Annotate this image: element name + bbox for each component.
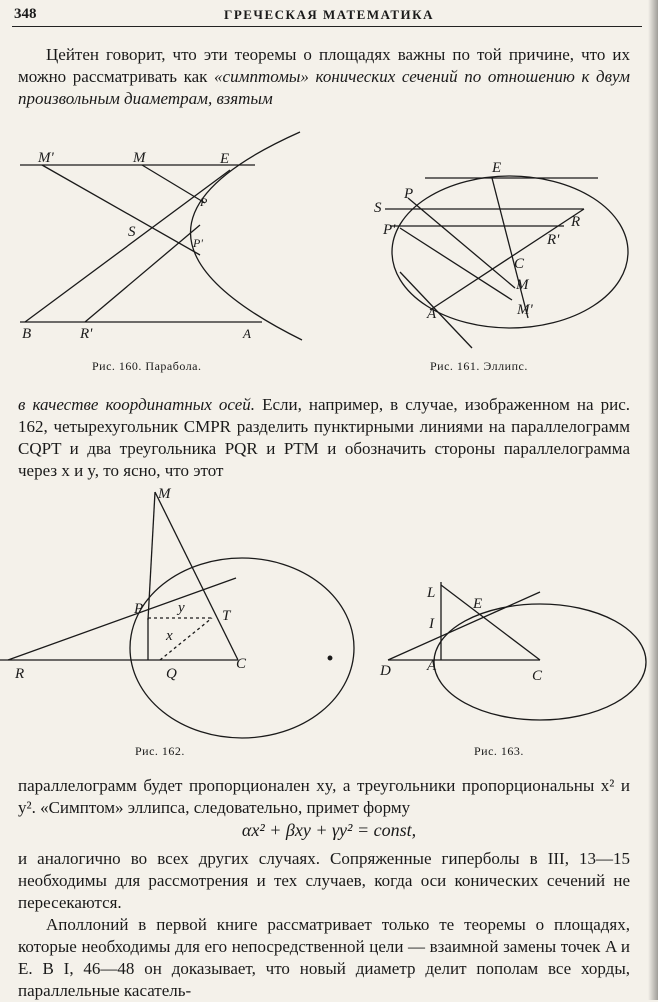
formula: αx² + βxy + γy² = const,: [241, 820, 417, 840]
paragraph-3: параллелограмм будет пропорционален xy, а треугольники пропорциональны x² и y². «Симптом» эллипса, следовательно, примет форму: [18, 776, 630, 817]
fig160-label-p: P: [200, 195, 208, 209]
paragraph-2: [18, 394, 630, 482]
figure-160-labels: [22, 150, 251, 342]
line-a-r: [430, 209, 584, 310]
fig162-ellipse: [130, 558, 354, 738]
fig163-label-e: E: [473, 596, 483, 612]
paragraph-5: Аполлоний в первой книге рассматривает только те теоремы о площадях, которые необходимы для его непосредственной цели — взаимной замены точек A и E. В I, 46—48 он доказывает, что новый диаметр делит пополам все хорды, параллельные касатель-: [18, 915, 630, 1000]
line-r1-p: [85, 225, 200, 322]
page-number: 348: [14, 6, 37, 22]
fig160-label-e: E: [220, 151, 230, 167]
fig161-label-r: R: [571, 214, 581, 230]
fig160-label-p1: P': [193, 236, 203, 250]
fig162-label-p: P: [134, 601, 144, 617]
fig160-label-r1: R': [80, 326, 93, 342]
line-m-p: [142, 165, 205, 203]
fig161-label-m: M: [516, 277, 529, 293]
page-edge-shadow: [648, 0, 658, 1000]
fig161-label-e: E: [492, 160, 502, 176]
fig160-label-a: A: [243, 326, 251, 341]
figure-163: [388, 582, 646, 720]
fig162-tangent-r-p: [8, 578, 236, 660]
fig161-label-r1: R': [547, 232, 560, 248]
figure-161-labels: [374, 160, 580, 322]
fig162-label-r: R: [15, 666, 25, 682]
fig161-label-s: S: [374, 200, 382, 216]
fig163-line-l-c: [441, 585, 540, 660]
figure-162-caption: Рис. 162.: [135, 744, 185, 758]
fig160-label-m1: M': [38, 150, 54, 166]
fig163-label-d: D: [380, 663, 391, 679]
fig161-label-a: A: [427, 306, 437, 322]
fig162-label-q: Q: [166, 666, 177, 682]
paragraph-4: и аналогично во всех других случаях. Сопряженные гиперболы в III, 13—15 необходимы для рассмотрения и тех случаев, когда оси конических сечений не пересекаются.: [18, 849, 630, 912]
fig160-label-s: S: [128, 224, 136, 240]
parabola-curve: [190, 132, 302, 340]
figure-160-parabola: [20, 132, 302, 340]
fig163-label-c: C: [532, 668, 543, 684]
figure-162: [0, 492, 354, 738]
figure-163-caption: Рис. 163.: [474, 744, 524, 758]
fig161-label-c: C: [514, 256, 525, 272]
fig161-label-p: P: [404, 186, 414, 202]
fig163-label-i: I: [429, 616, 434, 632]
paragraph-1-normal: Цейтен говорит, что эти теоремы о площадях важны по той причине, что их можно рассматривать как: [18, 45, 630, 86]
paragraph-1-italic: «симптомы» конических сечений по отношению к двум произвольным диаметрам, взятым: [18, 67, 630, 108]
figure-161-caption: Рис. 161. Эллипс.: [430, 359, 528, 373]
fig161-label-m1: M': [517, 302, 533, 318]
fig163-label-a: A: [427, 658, 437, 674]
fig162-line-m-p: [148, 492, 155, 620]
fig160-label-m: M: [133, 150, 146, 166]
figure-160-caption: Рис. 160. Парабола.: [92, 359, 202, 373]
line-e-m1: [492, 178, 528, 318]
fig160-label-b: B: [22, 326, 32, 342]
fig162-dot: [328, 656, 332, 660]
fig162-label-m: M: [158, 486, 171, 502]
fig162-label-t: T: [222, 608, 231, 624]
fig162-label-x: x: [166, 628, 173, 644]
fig162-label-c: C: [236, 656, 247, 672]
fig162-label-y: y: [178, 600, 185, 616]
paragraph-2-italic: в качестве координатных осей.: [18, 395, 256, 414]
fig163-label-l: L: [427, 585, 436, 601]
running-title: ГРЕЧЕСКАЯ МАТЕМАТИКА: [224, 7, 434, 22]
paragraph-2-normal: Если, например, в случае, изображенном на рис. 162, четырехугольник CMPR разделить пунктирными линиями на параллелограмм CQPT и два треугольника PQR и PTM и обозначить стороны параллелограмма через x и y, то ясно, что этот: [18, 395, 630, 480]
figure-161-ellipse: [385, 176, 628, 348]
fig161-label-p1: P': [383, 222, 396, 238]
fig163-ellipse: [434, 604, 646, 720]
